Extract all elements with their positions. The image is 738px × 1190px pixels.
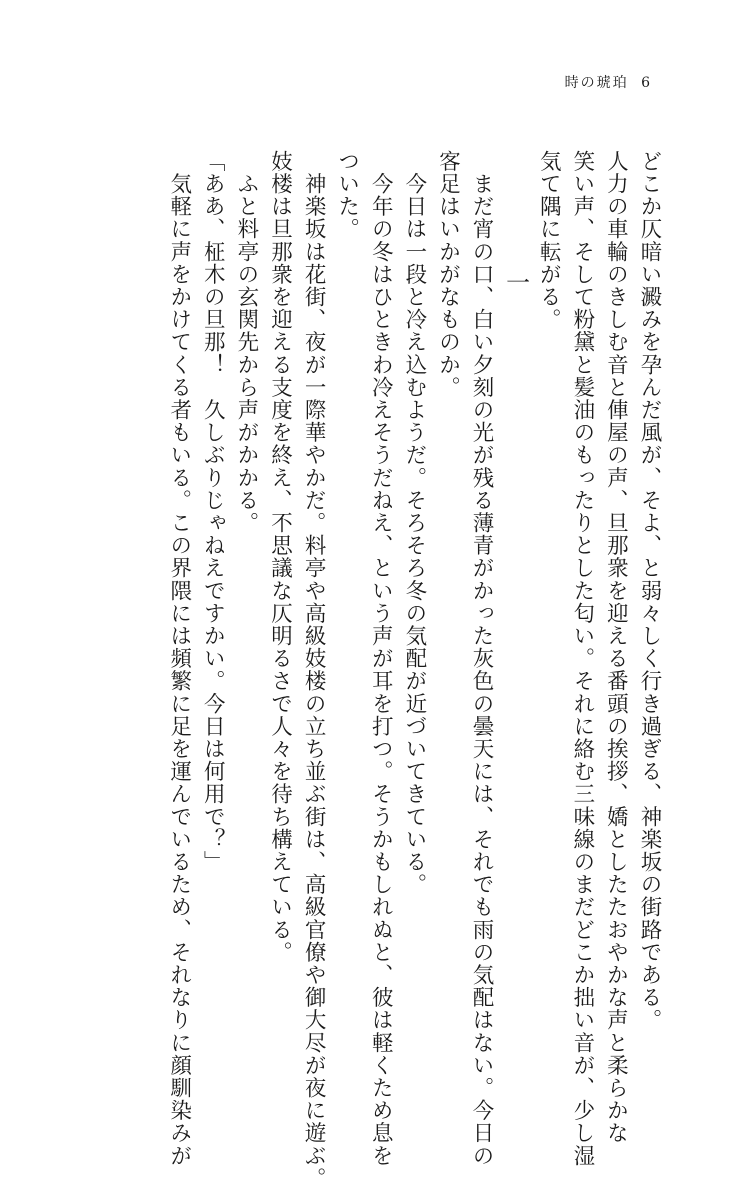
book-title: 時の琥珀: [564, 75, 629, 91]
text-line: 笑い声、そして粉黛と髪油のもったりとした匂い。それに絡む三味線のまだどこか拙い音が、少し湿: [569, 150, 595, 1167]
text-line: 「ああ、柾木の旦那！ 久しぶりじゃねえですかい。今日は何用で？」: [200, 150, 226, 874]
text-line: 神楽坂は花街、夜が一際華やかだ。料亭や高級妓楼の立ち並ぶ街は、高級官僚や御大尽が夜に遊ぶ。: [301, 150, 327, 1190]
text-line: 気軽に声をかけてくる者もいる。この界隈には頻繁に足を運んでいるため、それなりに顔馴染みが: [166, 150, 192, 1167]
text-line: 客足はいかがなものか。: [435, 150, 461, 399]
running-head: [565, 72, 652, 92]
text-line: 今年の冬はひときわ冷えそうだねえ、という声が耳を打つ。そうかもしれぬと、彼は軽くため息を: [368, 150, 394, 1167]
text-line: ついた。: [334, 150, 360, 241]
chapter-heading: 一: [501, 270, 530, 294]
text-line: 今日は一段と冷え込むようだ。そろそろ冬の気配が近づいてきている。: [401, 150, 427, 896]
text-line: 人力の車輪のきしむ音と俥屋の声、旦那衆を迎える番頭の挨拶、嬌としたたおやかな声と柔らかな: [603, 150, 629, 1145]
vertical-body-text: [162, 150, 666, 1190]
text-line: 気て隅に転がる。: [536, 150, 562, 331]
text-line: まだ宵の口、白い夕刻の光が残る薄青がかった灰色の曇天には、それでも雨の気配はない。今日の: [469, 150, 495, 1167]
page-number: 6: [641, 75, 652, 91]
text-line: 妓楼は旦那衆を迎える支度を終え、不思議な仄明るさで人々を待ち構えている。: [267, 150, 293, 964]
text-line: ふと料亭の玄関先から声がかかる。: [233, 150, 259, 535]
text-line: どこか仄暗い澱みを孕んだ風が、そよ、と弱々しく行き過ぎる、神楽坂の街路である。: [637, 150, 662, 1032]
